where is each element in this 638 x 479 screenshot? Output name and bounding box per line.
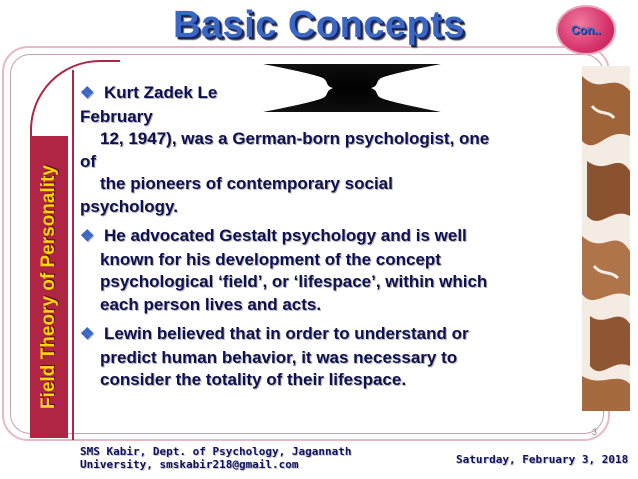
diamond-bullet-icon: ❖ xyxy=(80,85,95,102)
footer-author-line: University, smskabir218@gmail.com xyxy=(80,458,299,471)
text-line: the pioneers of contemporary social xyxy=(100,174,393,193)
text-line xyxy=(80,323,550,347)
page-number: 3 xyxy=(592,427,598,437)
text-line: February xyxy=(80,106,153,126)
slide-body xyxy=(80,82,550,399)
text-line: each person lives and acts. xyxy=(100,294,322,314)
paragraph-3 xyxy=(80,323,550,392)
text-line: psychological ‘field’, or ‘lifespace’, within which xyxy=(100,272,488,291)
continue-button[interactable]: Con.. xyxy=(556,5,616,55)
paragraph-2 xyxy=(80,225,550,316)
sidebar-divider xyxy=(72,70,74,440)
text-fragment: Kurt Zadek Le xyxy=(104,83,218,102)
text-line: 12, 1947), was a German-born psychologist, one xyxy=(100,129,490,148)
footer-author-line: SMS Kabir, Dept. of Psychology, Jagannath xyxy=(80,445,352,458)
text-line: consider the totality of their lifespace. xyxy=(100,370,407,389)
text-line: psychology. xyxy=(80,196,178,216)
vase-faces-illusion-image xyxy=(263,64,441,112)
text-fragment: He advocated Gestalt psychology and is well xyxy=(104,226,467,245)
text-line: predict human behavior, it was necessary to xyxy=(100,347,458,367)
sidebar-title: Field Theory of Personality xyxy=(38,165,59,409)
text-line xyxy=(80,225,550,249)
text-line: of xyxy=(80,151,97,171)
diamond-bullet-icon: ❖ xyxy=(80,326,95,343)
slide-title: Basic Concepts xyxy=(172,4,466,46)
decorative-texture-image xyxy=(582,66,630,411)
footer-author xyxy=(80,445,352,471)
diamond-bullet-icon: ❖ xyxy=(80,228,95,245)
footer-date: Saturday, February 3, 2018 xyxy=(456,453,629,466)
text-line: known for his development of the concept xyxy=(100,249,441,269)
text-fragment: Lewin believed that in order to understand or xyxy=(104,324,469,343)
